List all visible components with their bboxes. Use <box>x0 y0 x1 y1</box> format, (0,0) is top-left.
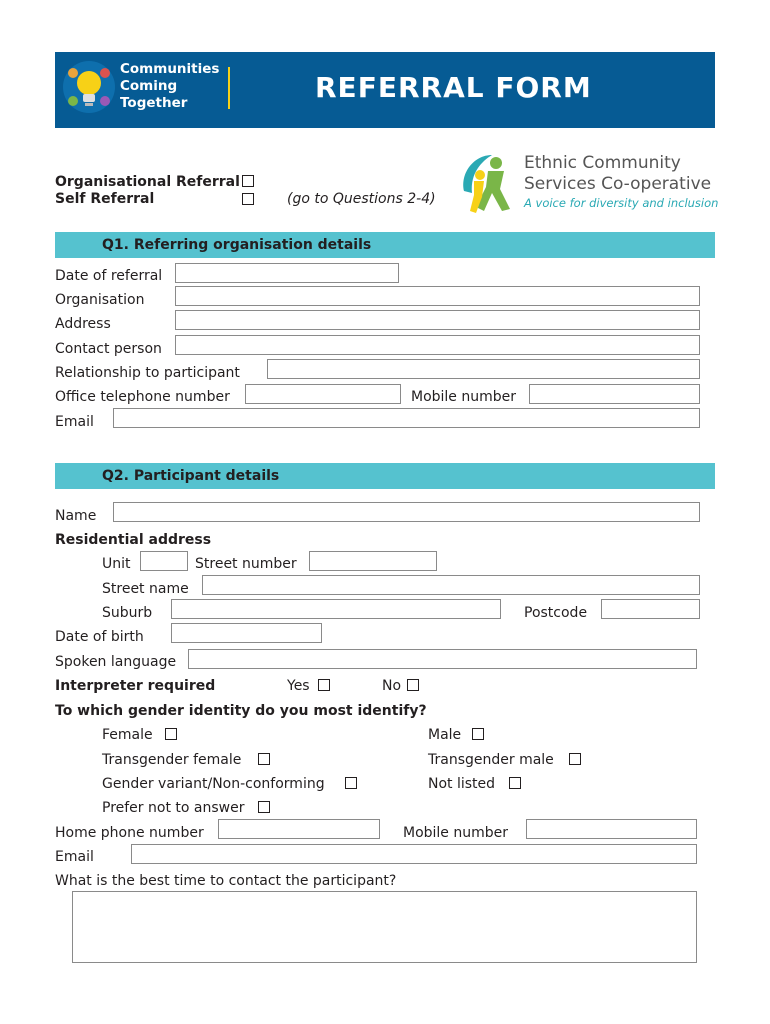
header-banner <box>55 52 715 128</box>
gender-variant-checkbox[interactable] <box>345 777 357 789</box>
ethnic-community-logo-icon <box>458 151 522 219</box>
address-label: Address <box>55 316 111 332</box>
male-label: Male <box>428 727 462 743</box>
brand-line-2: Coming <box>120 78 178 94</box>
q1-section-bar <box>55 232 715 258</box>
spoken-language-field[interactable] <box>188 649 697 669</box>
lightbulb-logo-icon <box>62 59 116 115</box>
brand-line-1: Communities <box>120 61 220 77</box>
q2-email-label: Email <box>55 849 94 865</box>
address-field[interactable] <box>175 310 700 330</box>
q1-mobile-field[interactable] <box>529 384 700 404</box>
postcode-field[interactable] <box>601 599 700 619</box>
trans-female-label: Transgender female <box>102 752 242 768</box>
contact-person-field[interactable] <box>175 335 700 355</box>
gender-question: To which gender identity do you most identify? <box>55 703 427 719</box>
suburb-label: Suburb <box>102 605 153 621</box>
spoken-language-label: Spoken language <box>55 654 177 670</box>
date-of-referral-label: Date of referral <box>55 268 163 284</box>
brand-name <box>120 61 219 112</box>
unit-field[interactable] <box>140 551 188 571</box>
interpreter-no-label: No <box>382 678 402 694</box>
street-number-label: Street number <box>195 556 297 572</box>
self-referral-checkbox[interactable] <box>242 193 254 205</box>
partner-name-line-2: Services Co-operative <box>524 174 712 194</box>
name-field[interactable] <box>113 502 700 522</box>
date-of-referral-field[interactable] <box>175 263 399 283</box>
best-time-textarea[interactable] <box>72 891 697 963</box>
brand-divider <box>228 67 230 109</box>
contact-person-label: Contact person <box>55 341 162 357</box>
q1-email-field[interactable] <box>113 408 700 428</box>
office-phone-label: Office telephone number <box>55 389 230 405</box>
relationship-label: Relationship to participant <box>55 365 240 381</box>
interpreter-yes-label: Yes <box>287 678 310 694</box>
interpreter-yes-checkbox[interactable] <box>318 679 330 691</box>
female-checkbox[interactable] <box>165 728 177 740</box>
not-listed-label: Not listed <box>428 776 496 792</box>
suburb-field[interactable] <box>171 599 501 619</box>
office-phone-field[interactable] <box>245 384 401 404</box>
q1-email-label: Email <box>55 414 94 430</box>
self-referral-label: Self Referral <box>55 191 155 207</box>
street-number-field[interactable] <box>309 551 437 571</box>
q2-heading: Q2. Participant details <box>102 468 280 484</box>
female-label: Female <box>102 727 153 743</box>
unit-label: Unit <box>102 556 131 572</box>
name-label: Name <box>55 508 97 524</box>
brand-line-3: Together <box>120 95 188 111</box>
q2-section-bar <box>55 463 715 489</box>
residential-address-heading: Residential address <box>55 532 212 548</box>
street-name-field[interactable] <box>202 575 700 595</box>
interpreter-no-checkbox[interactable] <box>407 679 419 691</box>
gender-variant-label: Gender variant/Non-conforming <box>102 776 325 792</box>
home-phone-label: Home phone number <box>55 825 204 841</box>
organisational-referral-checkbox[interactable] <box>242 175 254 187</box>
q2-mobile-label: Mobile number <box>403 825 509 841</box>
best-time-label: What is the best time to contact the participant? <box>55 873 397 889</box>
q2-email-field[interactable] <box>131 844 697 864</box>
trans-male-checkbox[interactable] <box>569 753 581 765</box>
organisational-referral-label: Organisational Referral <box>55 174 240 190</box>
dob-label: Date of birth <box>55 629 144 645</box>
male-checkbox[interactable] <box>472 728 484 740</box>
trans-male-label: Transgender male <box>428 752 554 768</box>
q1-heading: Q1. Referring organisation details <box>102 237 372 253</box>
postcode-label: Postcode <box>524 605 588 621</box>
organisation-field[interactable] <box>175 286 700 306</box>
prefer-not-label: Prefer not to answer <box>102 800 245 816</box>
organisation-label: Organisation <box>55 292 145 308</box>
not-listed-checkbox[interactable] <box>509 777 521 789</box>
prefer-not-checkbox[interactable] <box>258 801 270 813</box>
partner-tagline: A voice for diversity and inclusion <box>524 196 719 210</box>
dob-field[interactable] <box>171 623 322 643</box>
partner-name-line-1: Ethnic Community <box>524 153 681 173</box>
street-name-label: Street name <box>102 581 189 597</box>
q1-mobile-label: Mobile number <box>411 389 517 405</box>
interpreter-required-label: Interpreter required <box>55 678 216 694</box>
q2-mobile-field[interactable] <box>526 819 697 839</box>
trans-female-checkbox[interactable] <box>258 753 270 765</box>
home-phone-field[interactable] <box>218 819 380 839</box>
self-referral-note: (go to Questions 2-4) <box>287 191 436 207</box>
form-title: REFERRAL FORM <box>315 71 592 104</box>
relationship-field[interactable] <box>267 359 700 379</box>
